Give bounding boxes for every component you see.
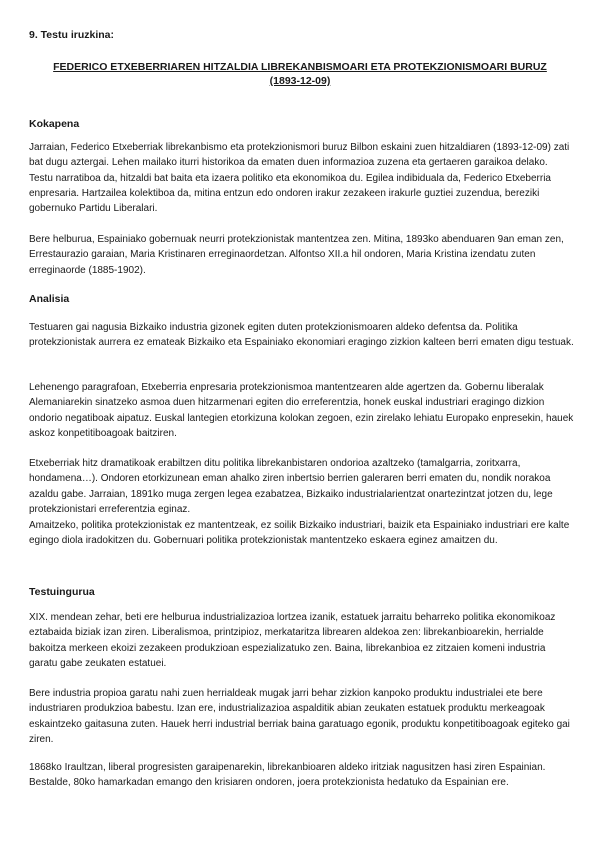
testuingurua-paragraph-2: Bere industria propioa garatu nahi zuen herrialdeak mugak jarri behar zizkion kanpoko produktu industrialei ete bere industriaren produkzioa babestu. Izan ere, industrializazioa aspalditik abian zeukaten estatuek produktu merkeagoak eskaintzeko gaitasuna zuten. Hauek herri industrial berriak baina garatuago egonik, produktu konpetitiboagoak egiteko gai ziren. <box>29 688 570 745</box>
section-heading-testuingurua: Testuingurua <box>29 586 95 598</box>
kokapena-paragraph-2: Bere helburua, Espainiako gobernuak neurri protekzionistak mantentzea zen. Mitina, 1893ko abenduaren 9an eman zen, Errestaurazio garaian, Maria Kristinaren erreginaordetzan. Alfontso XII.a hil ondoren, Maria Kristina izendatu zuten erreginaorde (1885-1902). <box>29 234 564 276</box>
kokapena-paragraph-1: Jarraian, Federico Etxeberriak librekanbismo eta protekzionismori buruz Bilbon eskaini zuen hitzaldiaren (1893-12-09) zati bat dugu aztergai. Lehen mailako iturri historikoa da ematen duen informazioa zuzena eta gertaeren garaikoa delako. Testu narratiboa da, hitzaldi bat baita eta izaera politiko eta ekonomikoa du. Egilea indibiduala da, Federico Etxeberria enpresaria. Hartzailea kolektiboa da, mitina entzun edo ondoren irakur zezakeen irakurle guztiei zuzendua, bereziki gobernuko Partidu Liberalari. <box>29 142 570 215</box>
title-line-2: (1893-12-09) <box>269 75 331 87</box>
exercise-number-heading: 9. Testu iruzkina: <box>29 29 114 41</box>
document-title <box>30 60 570 88</box>
testuingurua-paragraph-1: XIX. mendean zehar, beti ere helburua industrializazioa lortzea izanik, estatuek jarraitu beharreko politika ekonomikoaz eztabaida biziak izan ziren. Liberalismoa, printzipioz, merkataritza librearen aldekoa zen: librekanbioarekin, herrialde bakoitza merkeen ekoizi zezakeen produkzioan espezializatuko zen. Baina, librekanbioa ez zitzaien komeni industria garatu gabe zeukaten estatuei. <box>29 612 556 669</box>
testuingurua-paragraph-3: 1868ko Iraultzan, liberal progresisten garaipenarekin, librekanbioaren aldeko iritziak nagusitzen hasi ziren Espainian. Bestalde, 80ko hamarkadan emango den krisiaren ondoren, joera protekzionista hedatuko da Espainian ere. <box>29 762 546 789</box>
analisia-paragraph-1: Testuaren gai nagusia Bizkaiko industria gizonek egiten duten protekzionismoaren aldeko defentsa da. Politika protekzionistak aurrera ez emateak Bizkaiko eta Espainiako ekonomiari eragingo zizkion kalteen berri ematen digu testuak. <box>29 322 574 349</box>
section-heading-analisia: Analisia <box>29 293 70 305</box>
section-heading-kokapena: Kokapena <box>29 118 80 130</box>
analisia-paragraph-3: Etxeberriak hitz dramatikoak erabiltzen ditu politika librekanbistaren ondorioa azaltzeko (tamalgarria, zoritxarra, hondamena…). Ondoren etorkizunean eman ahalko ziren inbertsio berrien galeraren berri ematen du, nondik norakoa azaldu gabe. Jarraian, 1891ko muga zergen legea ezabatzea, Bizkaiko industrialarientzat onartezintzat jotzen du, lege protekzionistari erreferentzia eginaz. <box>29 458 553 515</box>
analisia-paragraph-4: Amaitzeko, politika protekzionistak ez mantentzeak, ez soilik Bizkaiko industriari, baizik eta Espainiako industriari ere kalte egingo diola iradokitzen du. Gobernuari politika protekzionistak mantentzeko eskaera eginez amaitzen du. <box>29 520 570 547</box>
title-line-1: FEDERICO ETXEBERRIAREN HITZALDIA LIBREKANBISMOARI ETA PROTEKZIONISMOARI BURUZ <box>53 61 547 73</box>
analisia-paragraph-2: Lehenengo paragrafoan, Etxeberria enpresaria protekzionismoa mantentzearen alde agertzen da. Gobernu liberalak Alemaniarekin sinatzeko asmoa duen hitzarmenari egiten dio erreferentzia, honek euskal industriari eragingo dizkion ondorio negatiboak aipatuz. Euskal lantegien etorkizuna kolokan zegoen, ezin zirelako lehiatu Europako enpresekin, hauek askoz konpetitiboagoak baitziren. <box>29 382 574 439</box>
